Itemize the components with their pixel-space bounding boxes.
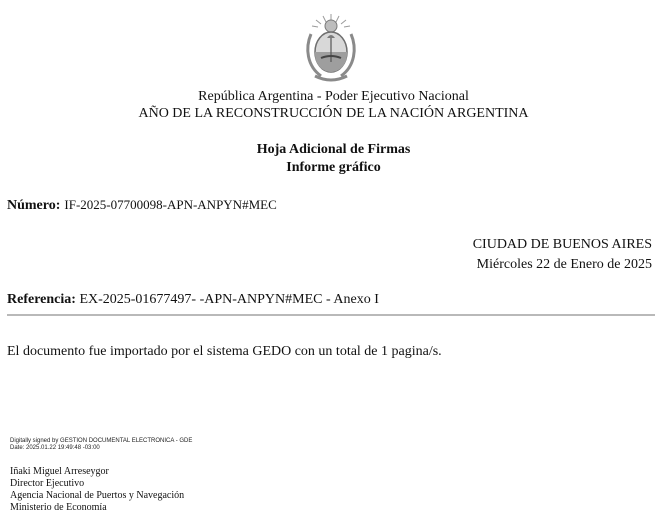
document-title: Hoja Adicional de Firmas xyxy=(256,142,411,157)
signer-position: Director Ejecutivo xyxy=(10,478,85,489)
digital-signature-date: Date: 2025.01.22 19:49:48 -03:00 xyxy=(10,445,100,451)
document-number-label: Número: xyxy=(7,198,61,213)
digital-signature-line: Digitally signed by GESTION DOCUMENTAL ELECTRONICA - GDE xyxy=(10,438,193,444)
signer-agency: Agencia Nacional de Puertos y Navegación xyxy=(10,490,185,501)
header-government: República Argentina - Poder Ejecutivo Nacional xyxy=(198,89,469,104)
body-text: El documento fue importado por el sistema GEDO con un total de 1 pagina/s. xyxy=(7,344,442,359)
signer-name: Iñaki Miguel Arreseygor xyxy=(10,466,109,477)
document-date: Miércoles 22 de Enero de 2025 xyxy=(476,257,652,272)
coat-of-arms-icon xyxy=(303,12,359,86)
location-city: CIUDAD DE BUENOS AIRES xyxy=(472,237,652,252)
reference xyxy=(7,291,379,308)
document-number xyxy=(7,196,277,214)
document-number-value: IF-2025-07700098-APN-ANPYN#MEC xyxy=(64,197,277,212)
header-year-motto: AÑO DE LA RECONSTRUCCIÓN DE LA NACIÓN ARGENTINA xyxy=(138,106,529,121)
reference-label: Referencia: xyxy=(7,292,76,307)
document-subtitle: Informe gráfico xyxy=(286,160,381,175)
reference-value: EX-2025-01677497- -APN-ANPYN#MEC - Anexo I xyxy=(79,292,379,307)
signer-ministry: Ministerio de Economía xyxy=(10,502,107,513)
divider xyxy=(7,314,655,316)
